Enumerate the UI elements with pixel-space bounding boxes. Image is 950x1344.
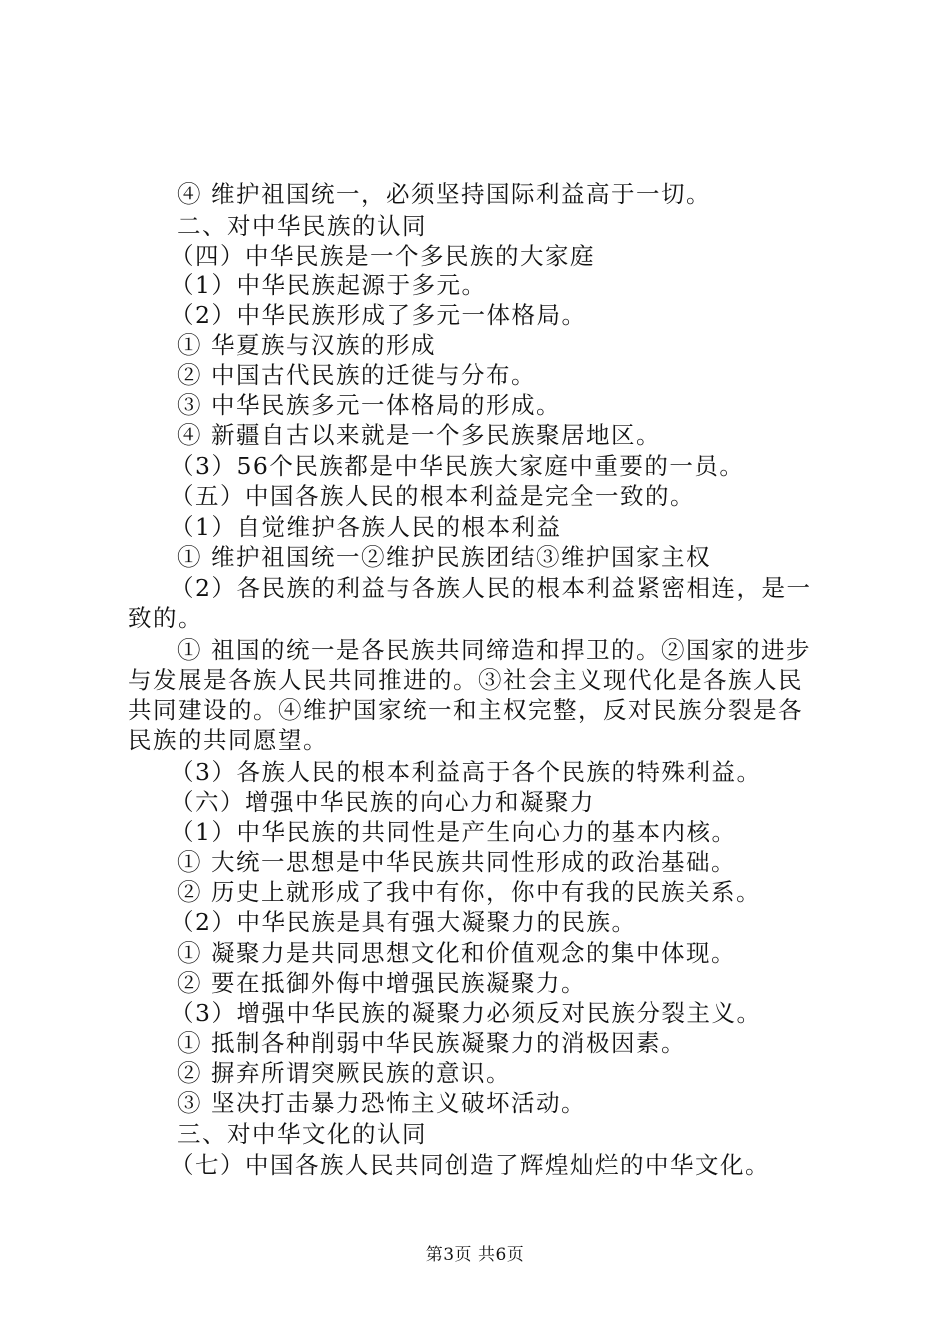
text-line: 民族的共同愿望。	[128, 726, 328, 754]
section-heading: 二、对中华民族的认同	[177, 212, 427, 240]
page-footer: 第3页 共6页	[425, 1245, 525, 1265]
text-line: ② 要在抵御外侮中增强民族凝聚力。	[177, 969, 586, 997]
text-line: （3）56个民族都是中华民族大家庭中重要的一员。	[170, 452, 745, 480]
text-line: （1）中华民族的共同性是产生向心力的基本内核。	[170, 818, 737, 846]
text-line: （1）中华民族起源于多元。	[170, 271, 487, 299]
text-line: ③ 中华民族多元一体格局的形成。	[177, 391, 561, 419]
text-line: （2）中华民族是具有强大凝聚力的民族。	[170, 908, 637, 936]
text-line: ② 历史上就形成了我中有你，你中有我的民族关系。	[177, 878, 761, 906]
text-line: ② 中国古代民族的迁徙与分布。	[177, 361, 536, 389]
text-line: ① 华夏族与汉族的形成	[177, 331, 436, 359]
text-line: ① 大统一思想是中华民族共同性形成的政治基础。	[177, 848, 736, 876]
text-line: ④ 维护祖国统一，必须坚持国际利益高于一切。	[177, 180, 711, 208]
text-line: 致的。	[128, 604, 203, 632]
text-line: ① 抵制各种削弱中华民族凝聚力的消极因素。	[177, 1029, 686, 1057]
text-line: （1）自觉维护各族人民的根本利益	[170, 513, 562, 541]
subsection-heading: （七）中国各族人民共同创造了辉煌灿烂的中华文化。	[170, 1151, 770, 1179]
text-line: （3）各族人民的根本利益高于各个民族的特殊利益。	[170, 758, 762, 786]
subsection-heading: （四）中华民族是一个多民族的大家庭	[170, 242, 595, 270]
subsection-heading: （五）中国各族人民的根本利益是完全一致的。	[170, 482, 695, 510]
text-line: ② 摒弃所谓突厥民族的意识。	[177, 1059, 511, 1087]
text-line: 与发展是各族人民共同推进的。③社会主义现代化是各族人民	[128, 666, 803, 694]
text-line: ③ 坚决打击暴力恐怖主义破坏活动。	[177, 1089, 586, 1117]
subsection-heading: （六）增强中华民族的向心力和凝聚力	[170, 788, 595, 816]
text-line: （3）增强中华民族的凝聚力必须反对民族分裂主义。	[170, 999, 762, 1027]
text-line: ④ 新疆自古以来就是一个多民族聚居地区。	[177, 421, 661, 449]
text-line: ① 维护祖国统一②维护民族团结③维护国家主权	[177, 543, 711, 571]
section-heading: 三、对中华文化的认同	[177, 1120, 427, 1148]
text-line: 共同建设的。④维护国家统一和主权完整，反对民族分裂是各	[128, 696, 803, 724]
text-line: （2）中华民族形成了多元一体格局。	[170, 301, 587, 329]
text-line: （2）各民族的利益与各族人民的根本利益紧密相连，是一	[170, 574, 812, 602]
text-line: ① 祖国的统一是各民族共同缔造和捍卫的。②国家的进步	[177, 636, 811, 664]
text-line: ① 凝聚力是共同思想文化和价值观念的集中体现。	[177, 939, 736, 967]
